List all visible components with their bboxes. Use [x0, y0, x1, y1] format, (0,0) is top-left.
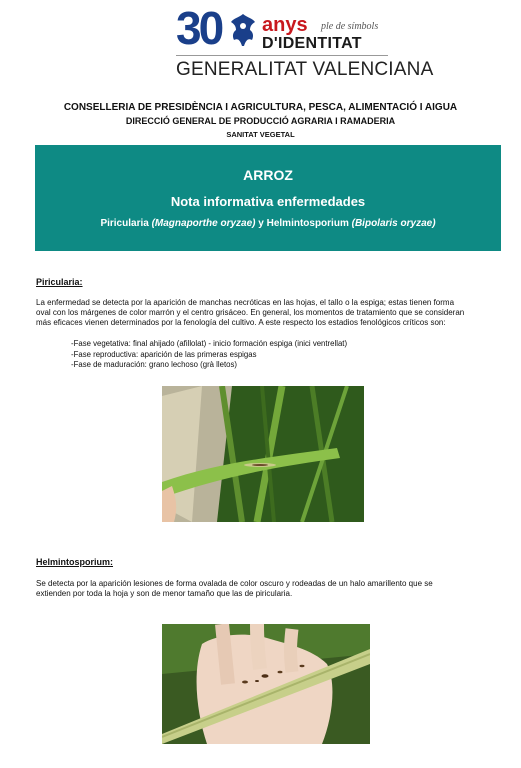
- piricularia-leaf-photo: [162, 386, 364, 522]
- piricularia-line-2: oval con los márgenes de color marrón y el centro grisáceo. En general, los momentos de tratamiento que se consideran: [36, 308, 465, 317]
- disease1-scientific-name: (Magnaporthe oryzae): [151, 218, 256, 229]
- disease1-name: Piricularia: [100, 218, 149, 229]
- connector-text: y: [258, 218, 264, 229]
- logo-anys: anys: [262, 14, 308, 36]
- bat-emblem-icon: [228, 12, 258, 50]
- disease2-scientific-name: (Bipolaris oryzae): [351, 218, 436, 229]
- diseases-line: [35, 218, 501, 229]
- disease2-name: Helmintosporium: [266, 218, 349, 229]
- ministry-name: CONSELLERIA DE PRESIDÈNCIA I AGRICULTURA, PESCA, ALIMENTACIÓ I AIGUA: [63, 102, 458, 113]
- logo-identitat: D'IDENTITAT: [262, 35, 362, 52]
- piricularia-paragraph: [36, 298, 502, 328]
- generalitat-logo: [176, 2, 434, 80]
- helmintosporium-line-1: Se detecta por la aparición lesiones de forma ovalada de color oscuro y rodeadas de un halo amarillento que se: [36, 579, 433, 588]
- logo-org-name: GENERALITAT VALENCIANA: [176, 59, 434, 80]
- helmintosporium-leaf-photo: [162, 624, 370, 744]
- document-title: ARROZ: [243, 167, 293, 183]
- logo-tagline: ple de símbols: [321, 21, 379, 32]
- helmintosporium-line-2: extienden por toda la hoja y son de menor tamaño que las de piricularia.: [36, 589, 293, 598]
- phenology-phases-list: [71, 339, 347, 371]
- directorate-name: DIRECCIÓ GENERAL DE PRODUCCIÓ AGRARIA I RAMADERIA: [125, 116, 396, 126]
- title-banner: [35, 145, 501, 251]
- piricularia-heading: Piricularia:: [36, 277, 83, 287]
- service-name: SANITAT VEGETAL: [226, 130, 295, 139]
- document-subtitle: Nota informativa enfermedades: [170, 194, 366, 209]
- logo-divider: [176, 55, 388, 56]
- helmintosporium-paragraph: [36, 579, 502, 599]
- helmintosporium-heading: Helmintosporium:: [36, 557, 114, 567]
- phase-item: -Fase vegetativa: final ahijado (afillolat) - inicio formación espiga (inici ventrellat): [71, 339, 348, 348]
- piricularia-line-3: más eficaces vienen determinados por la fenología del cultivo. A este respecto los estadios fenológicos críticos son:: [36, 318, 446, 327]
- phase-item: -Fase reproductiva: aparición de las primeras espigas: [71, 349, 257, 359]
- logo-30: 30: [176, 2, 222, 54]
- phase-item: -Fase de maduración: grano lechoso (grà lletos): [71, 360, 237, 369]
- piricularia-line-1: La enfermedad se detecta por la aparición de manchas necróticas en las hojas, el tallo o la espiga; estas tienen forma: [36, 298, 455, 307]
